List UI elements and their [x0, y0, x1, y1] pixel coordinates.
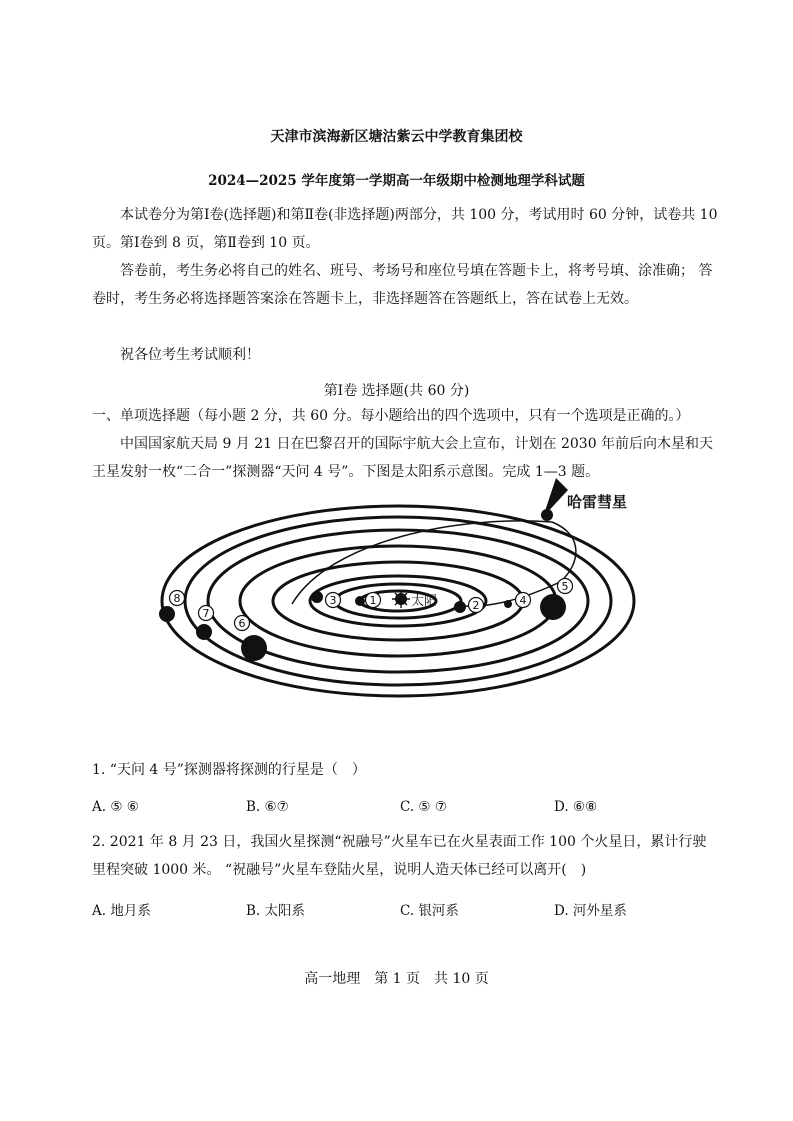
school-name: 天津市滨海新区塘沽紫云中学教育集团校 — [270, 129, 523, 145]
q1-option-a[interactable]: A. ⑤ ⑥ — [92, 799, 139, 815]
planet-5-label: 5 — [561, 580, 569, 593]
q2-option-b[interactable]: B. 太阳系 — [246, 903, 306, 919]
planet-7 — [196, 606, 214, 641]
planet-3-label: 3 — [329, 594, 337, 607]
planet-3 — [311, 591, 341, 608]
q2-option-d[interactable]: D. 河外星系 — [554, 903, 627, 919]
planet-4 — [504, 593, 531, 609]
comet-label: 哈雷彗星 — [567, 493, 628, 511]
q2-option-c[interactable]: C. 银河系 — [400, 903, 459, 919]
planet-6-label: 6 — [238, 617, 246, 630]
planet-2 — [454, 598, 484, 614]
instruction-paragraph-1: 本试卷分为第Ⅰ卷(选择题)和第Ⅱ卷(非选择题)两部分，共 100 分，考试用时 60 分钟，试卷共 10 页。第Ⅰ卷到 8 页，第Ⅱ卷到 10 页。 — [92, 207, 718, 251]
section-heading: 一、单项选择题（每小题 2 分，共 60 分。每小题给出的四个选项中，只有一个选项是正确的。） — [92, 408, 690, 424]
planet-8-label: 8 — [173, 592, 181, 605]
question-2-stem: 2. 2021 年 8 月 23 日，我国火星探测“祝融号”火星车已在火星表面工作 100 个火星日，累计行驶里程突破 1000 米。 “祝融号”火星车登陆火星，说明人造天体已经可以离开( ) — [92, 834, 707, 878]
instruction-paragraph-3: 祝各位考生考试顺利！ — [120, 347, 260, 363]
halley-comet-icon — [541, 478, 568, 521]
q1-option-c[interactable]: C. ⑤ ⑦ — [400, 799, 447, 815]
question-intro: 中国国家航天局 9 月 21 日在巴黎召开的国际宇航大会上宣布，计划在 2030 年前后向木星和天王星发射一枚“二合一”探测器“天问 4 号”。下图是太阳系示意图。完成 1—3 题。 — [92, 436, 714, 480]
planet-1 — [355, 593, 381, 608]
section-title: 第Ⅰ卷 选择题(共 60 分) — [323, 383, 470, 399]
planet-1-label: 1 — [369, 594, 377, 607]
q1-option-d[interactable]: D. ⑥⑧ — [554, 799, 598, 815]
sun-label: 太阳 — [411, 594, 438, 609]
solar-system-diagram — [0, 475, 793, 705]
planet-4-label: 4 — [519, 594, 527, 607]
question-1-stem: 1. “天问 4 号”探测器将探测的行星是（ ） — [92, 762, 366, 778]
planet-7-label: 7 — [202, 607, 210, 620]
q1-option-b[interactable]: B. ⑥⑦ — [246, 799, 289, 815]
question-2-options — [92, 899, 718, 919]
exam-title: 2024—2025 学年度第一学期高一年级期中检测地理学科试题 — [208, 173, 585, 189]
instruction-paragraph-2: 答卷前，考生务必将自己的姓名、班号、考场号和座位号填在答题卡上，将考号填、涂准确； 答卷时，考生务必将选择题答案涂在答题卡上，非选择题答在答题纸上，答在试卷上无效。 — [92, 263, 713, 307]
planet-5 — [540, 579, 573, 621]
q2-option-a[interactable]: A. 地月系 — [92, 903, 151, 919]
page-footer: 高一地理 第 1 页 共 10 页 — [304, 971, 489, 987]
question-1-options — [92, 799, 718, 815]
planet-2-label: 2 — [472, 599, 480, 612]
